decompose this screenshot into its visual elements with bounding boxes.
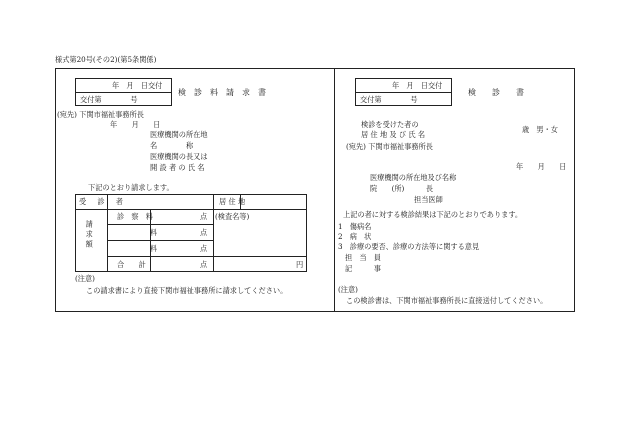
founder-label: 開 設 者 の 氏 名 (150, 163, 205, 172)
left-notes-heading: (注意) (75, 274, 95, 283)
remarks-label: 記 事 (345, 264, 381, 273)
fee-row-unit: 点 (200, 260, 208, 269)
fee-row-label: 料 (150, 244, 158, 253)
residence-label: 居 住 地 (219, 197, 246, 206)
result-intro: 上記の者に対する検診結果は下記のとおりであります。 (343, 210, 523, 219)
right-addressee: (宛先) 下関市福祉事務所長 (346, 142, 433, 151)
institution-address-label: 医療機関の所在地 (150, 130, 208, 139)
left-date-issued: 年 月 日交付 (112, 81, 163, 90)
claim-title: 検 診 料 請 求 書 (178, 88, 266, 97)
hospital-head: 院 (所) 長 (370, 184, 434, 193)
left-note: この請求書により直接下関市福祉事務所に請求してください。 (86, 286, 288, 295)
institution-name-label: 名 称 (150, 141, 194, 150)
left-date: 年 月 日 (110, 120, 161, 129)
attending-doctor: 担当医師 (414, 195, 443, 204)
fee-row-label: 合 計 (117, 260, 146, 269)
right-issue-number: 交付第 号 (360, 95, 418, 104)
report-title: 検 診 書 (468, 88, 524, 97)
report-item: 1 傷病名 (338, 222, 372, 231)
fee-row-unit: 点 (200, 244, 208, 253)
fee-table-row-line (75, 209, 307, 210)
fee-row-label: 診 察 料 (117, 212, 153, 221)
left-issue-box-divider (75, 92, 172, 93)
head-label: 医療機関の長又は (150, 152, 208, 161)
right-date: 年 月 日 (516, 162, 567, 171)
billed-amount-label: 請求額 (85, 220, 95, 251)
staff-label: 担 当 員 (345, 253, 381, 262)
yen-unit: 円 (296, 260, 304, 269)
left-addressee: (宛先) 下関市福祉事務所長 (57, 110, 144, 119)
report-item: 3 診療の要否、診療の方法等に関する意見 (338, 242, 480, 251)
right-issue-box-divider (355, 92, 452, 93)
fee-row-unit: 点 (200, 212, 208, 221)
fee-row-label: 料 (150, 228, 158, 237)
right-note: この検診書は、下関市福祉事務所長に直接送付してください。 (346, 296, 548, 305)
fee-table-row-line (107, 256, 307, 257)
left-issue-number: 交付第 号 (80, 95, 138, 104)
fee-table-col-line (213, 194, 214, 272)
examinee-line-2: 居 住 地 及 び 氏 名 (361, 130, 426, 139)
report-item: 2 病 状 (338, 232, 372, 241)
examinee-label: 受 診 者 (79, 197, 125, 206)
center-divider (334, 68, 335, 312)
right-notes-heading: (注意) (338, 285, 358, 294)
age-sex: 歳 男・女 (522, 125, 558, 134)
exam-name-label: (検査名等) (215, 212, 250, 221)
right-institution-address: 医療機関の所在地及び名称 (370, 173, 457, 182)
fee-table-row-line (107, 224, 213, 225)
form-number: 様式第20号(その2)(第5条関係) (55, 55, 157, 64)
request-line: 下記のとおり請求します。 (88, 183, 174, 192)
fee-row-unit: 点 (200, 228, 208, 237)
examinee-line-1: 検診を受けた者の (361, 120, 419, 129)
fee-table-row-line (107, 240, 213, 241)
right-date-issued: 年 月 日交付 (392, 81, 443, 90)
